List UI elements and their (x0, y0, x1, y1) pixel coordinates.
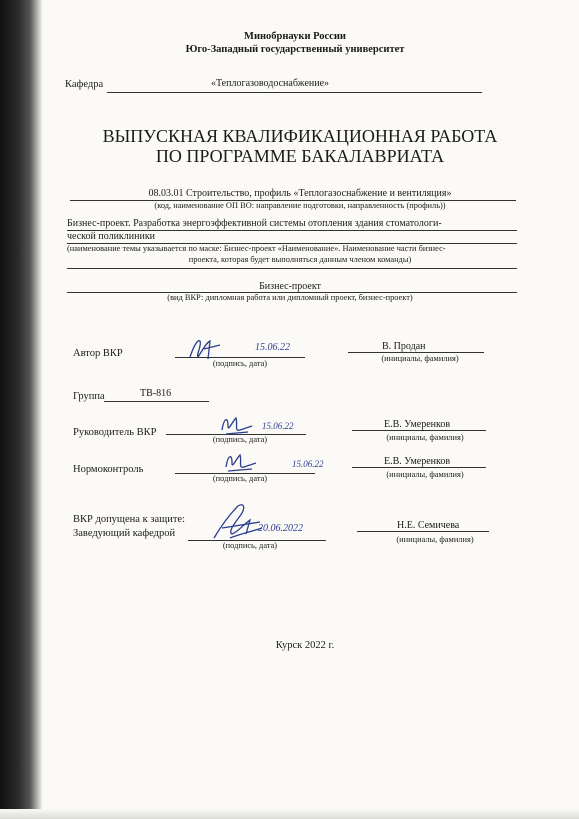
ministry-name: Минобрнауки России (244, 31, 346, 42)
city-year: Курск 2022 г. (275, 640, 335, 651)
topic-caption-2: проекта, которая будет выполняться данным членом команды) (188, 255, 412, 264)
supervisor-label: Руководитель ВКР (73, 427, 157, 438)
group-underline (104, 401, 209, 402)
normcontrol-name-line (352, 467, 486, 468)
head-name: Н.Е. Семичева (397, 520, 460, 531)
author-name: В. Продан (382, 341, 426, 352)
head-of-department-label: Заведующий кафедрой (73, 528, 176, 539)
normcontrol-sign-caption: (подпись, дата) (212, 474, 268, 483)
head-signature (210, 498, 270, 544)
department-label: Кафедра (65, 79, 104, 90)
normcontrol-signature (222, 449, 262, 475)
department-value: «Теплогазоводоснабжение» (210, 78, 330, 89)
program-value: 08.03.01 Строительство, профиль «Теплогазоснабжение и вентиляция» (148, 188, 452, 199)
document-title-line2: ПО ПРОГРАММЕ БАКАЛАВРИАТА (155, 146, 445, 166)
head-name-line (357, 531, 489, 532)
work-type-caption: (вид ВКР: дипломная работа или дипломный проект, бизнес-проект) (167, 293, 413, 302)
admission-label: ВКР допущена к защите: (73, 514, 185, 525)
page-edge (0, 809, 579, 819)
supervisor-sign-date: 15.06.22 (262, 421, 294, 431)
admission-sign-caption: (подпись, дата) (222, 541, 278, 550)
topic-line2: ческой поликлиники (67, 231, 156, 242)
supervisor-name-line (352, 430, 486, 431)
normcontrol-name-caption: (инициалы, фамилия) (386, 470, 464, 479)
normcontrol-sign-date: 15.06.22 (292, 459, 324, 469)
author-sign-caption: (подпись, дата) (212, 359, 268, 368)
normcontrol-name: Е.В. Умеренков (384, 456, 451, 467)
admission-sign-date: 20.06.2022 (258, 523, 303, 534)
group-label: Группа (73, 391, 105, 402)
author-name-caption: (инициалы, фамилия) (381, 354, 459, 363)
supervisor-name-caption: (инициалы, фамилия) (386, 433, 464, 442)
author-label: Автор ВКР (73, 348, 123, 359)
head-name-caption: (инициалы, фамилия) (396, 535, 474, 544)
group-value: ТВ-816 (140, 388, 172, 399)
binding-spine (0, 0, 42, 819)
author-name-line (348, 352, 484, 353)
department-underline (107, 92, 482, 93)
university-name: Юго-Западный государственный университет (185, 44, 405, 55)
supervisor-name: Е.В. Умеренков (384, 419, 451, 430)
author-sign-date: 15.06.22 (255, 342, 290, 353)
normcontrol-label: Нормоконтроль (73, 464, 144, 475)
work-type-value: Бизнес-проект (259, 281, 321, 292)
topic-caption-1: (наименование темы указывается по маске: Бизнес-проект «Наименование». Наименование части бизнес- (67, 244, 446, 253)
supervisor-sign-caption: (подпись, дата) (212, 435, 268, 444)
program-caption: (код, наименование ОП ВО: направление подготовки, направленность (профиль)) (154, 201, 446, 210)
document-title-line1: ВЫПУСКНАЯ КВАЛИФИКАЦИОННАЯ РАБОТА (102, 126, 498, 146)
topic-underline-3 (67, 268, 517, 269)
topic-line1: Бизнес-проект. Разработка энергоэффективной системы отопления здания стоматологи- (67, 218, 442, 229)
